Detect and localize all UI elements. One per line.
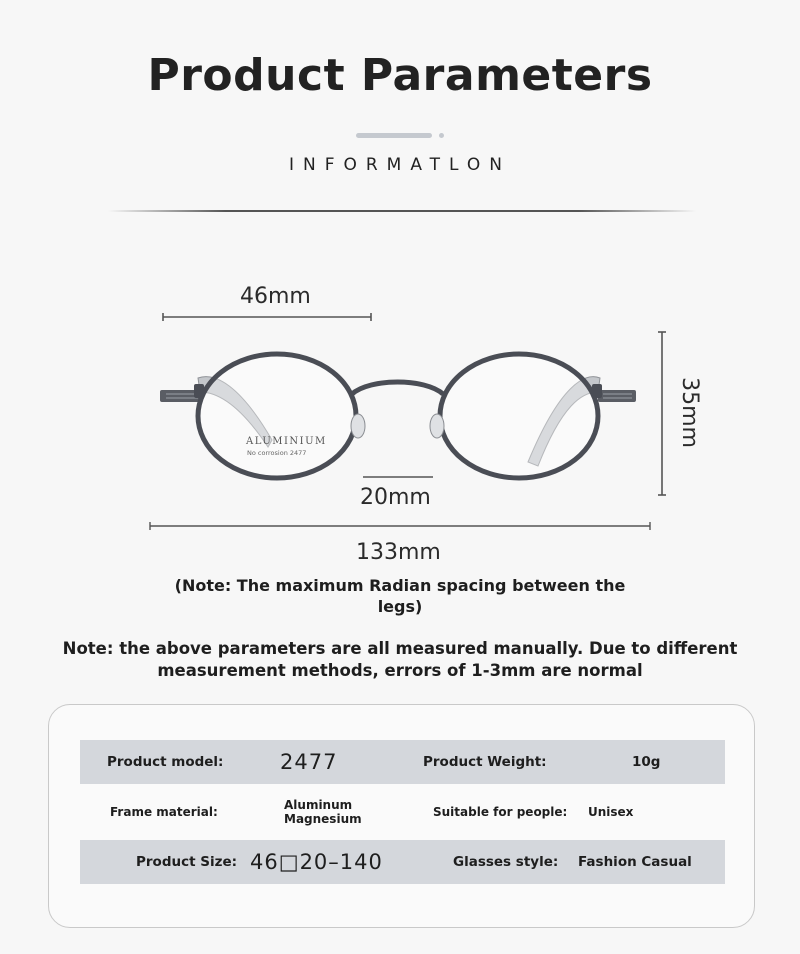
nose-pads [351,414,444,438]
frame-material-value-line1: Aluminum [284,798,353,812]
page-subtitle: INFORMATLON [288,155,512,175]
lens-print-detail: No corrosion 2477 [247,449,307,457]
specs-row-size [80,840,725,884]
glasses-style-value: Fashion Casual [578,854,692,870]
lens-width-dimension-line [163,313,371,321]
page-title: Product Parameters [147,50,653,101]
bridge [352,382,443,394]
title-accent-dot [439,133,444,138]
frame-material-value-line2: Magnesium [284,812,362,826]
measurement-note: Note: the above parameters are all measured manually. Due to different measurement methods, errors of 1-3mm are normal [62,639,738,680]
product-model-value: 2477 [280,750,338,774]
header-divider [108,210,696,212]
right-lens-rim [440,354,598,478]
frame-material-value [284,790,362,834]
lens-height-label: 35mm [676,377,702,448]
legs-note: (Note: The maximum Radian spacing between the legs) [174,576,626,616]
product-model-label: Product model: [107,754,224,770]
bridge-width-label: 20mm [360,485,431,510]
suitable-for-value: Unisex [588,805,634,819]
suitable-for-label: Suitable for people: [433,805,568,819]
total-width-label: 133mm [356,540,441,565]
product-weight-value: 10g [632,754,661,770]
specs-row-material [80,790,725,834]
lens-print-brand: ALUMINIUM [246,436,327,447]
left-lens-rim [198,354,356,478]
total-width-dimension-line [150,522,650,530]
product-size-value: 46□20–140 [250,850,383,874]
glasses-style-label: Glasses style: [453,854,559,870]
lens-height-dimension-line [658,332,666,495]
specs-row-model [80,740,725,784]
product-weight-label: Product Weight: [423,754,547,770]
product-size-label: Product Size: [136,854,238,870]
frame-material-label: Frame material: [110,805,218,819]
lens-width-label: 46mm [240,284,311,309]
title-accent-bar [356,133,432,138]
